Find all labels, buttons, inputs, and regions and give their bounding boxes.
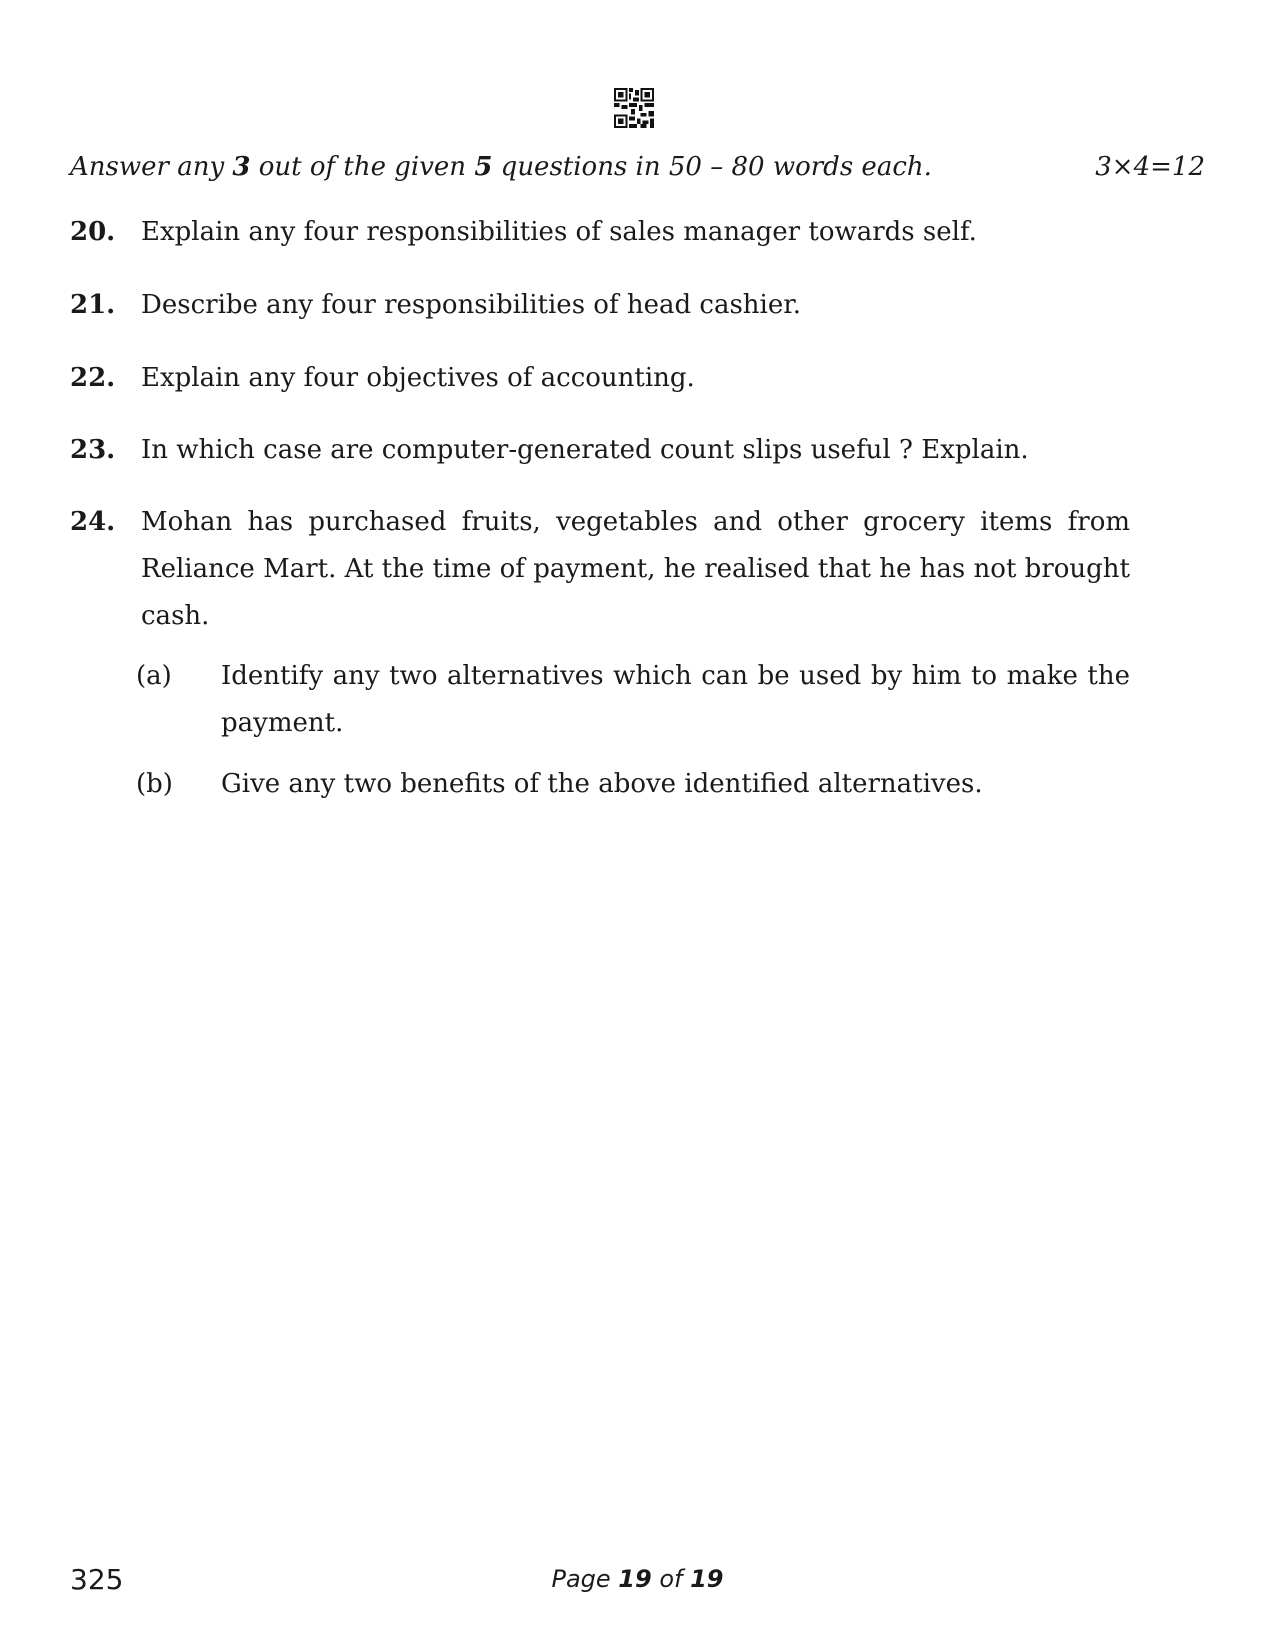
question-23: [70, 433, 1130, 467]
question-21: [70, 288, 1130, 322]
question-number: 24.: [70, 507, 116, 537]
instruction-text: Answer any 3 out of the given 5 questions in 50 – 80 words each.: [70, 152, 932, 182]
answer-count: 3: [232, 152, 251, 182]
question-24: [70, 505, 1130, 640]
qr-code-icon: [614, 88, 654, 128]
question-number: 21.: [70, 290, 116, 320]
question-number: 20.: [70, 217, 116, 247]
question-text: In which case are computer-generated count slips useful ? Explain.: [141, 435, 1029, 465]
subpart-text: Give any two benefits of the above identified alternatives.: [221, 769, 983, 799]
question-22: [70, 361, 1130, 395]
question-number: 22.: [70, 363, 116, 393]
section-instructions: [70, 150, 1205, 184]
subpart-text: Identify any two alternatives which can be used by him to make the payment.: [221, 661, 1130, 738]
page-number: Page 19 of 19: [551, 1565, 724, 1593]
question-text: Explain any four responsibilities of sales manager towards self.: [141, 217, 977, 247]
total-pages: 19: [690, 1565, 724, 1593]
given-count: 5: [474, 152, 493, 182]
paper-code: 325: [70, 1563, 124, 1596]
subpart-label: (b): [136, 769, 173, 799]
question-number: 23.: [70, 435, 116, 465]
question-text: Describe any four responsibilities of head cashier.: [141, 290, 802, 320]
subpart-label: (a): [136, 661, 172, 691]
section-marks: 3×4=12: [1095, 152, 1205, 182]
subpart-a: [136, 653, 1130, 747]
question-text: Explain any four objectives of accounting.: [141, 363, 695, 393]
question-20: [70, 215, 1130, 249]
current-page: 19: [618, 1565, 652, 1593]
question-text: Mohan has purchased fruits, vegetables and other grocery items from Reliance Mart. At the time of payment, he realised that he has not brought cash.: [141, 507, 1130, 631]
subpart-b: [136, 761, 1130, 808]
